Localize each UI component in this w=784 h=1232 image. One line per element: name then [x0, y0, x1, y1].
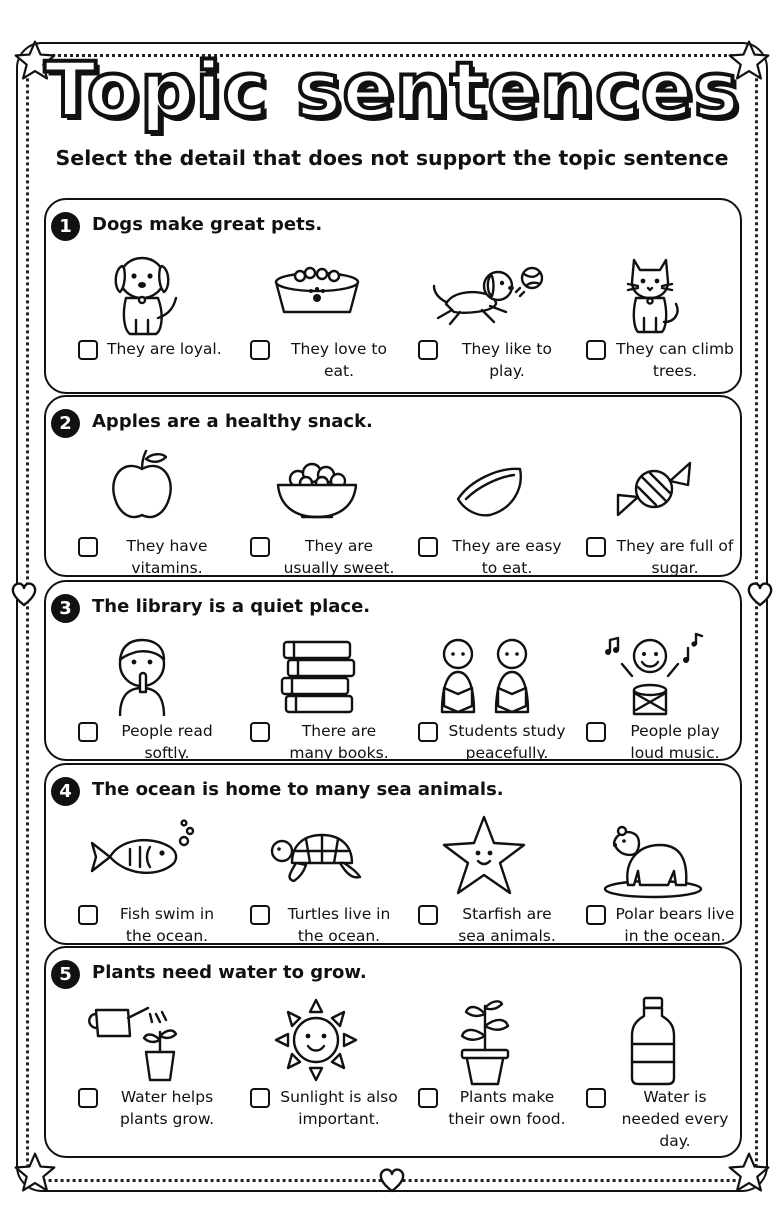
answer-checkbox[interactable]	[418, 1088, 438, 1108]
answer-checkbox[interactable]	[418, 722, 438, 742]
topic-sentence: The ocean is home to many sea animals.	[92, 779, 504, 800]
answer-checkbox[interactable]	[78, 537, 98, 557]
instructions: Select the detail that does not support the topic sentence	[55, 146, 729, 170]
option-label: Students study peacefully.	[448, 722, 566, 762]
option	[568, 242, 738, 392]
answer-checkbox[interactable]	[250, 1088, 270, 1108]
answer-checkbox[interactable]	[250, 722, 270, 742]
dog-icon	[80, 248, 210, 338]
option	[568, 807, 738, 943]
option	[400, 807, 570, 943]
option-label: Turtles live in the ocean.	[287, 905, 391, 945]
question-5	[44, 946, 742, 1158]
option	[232, 807, 402, 943]
topic-sentence: The library is a quiet place.	[92, 596, 371, 617]
option	[400, 624, 570, 762]
apple-slice-icon	[420, 445, 550, 535]
option-label: Fish swim in the ocean.	[119, 905, 215, 945]
question-number: 5	[51, 960, 80, 989]
question-4	[44, 763, 742, 945]
option	[232, 624, 402, 762]
option-label: Water is needed every day.	[621, 1088, 729, 1150]
option-label: They love to eat.	[291, 340, 387, 380]
topic-sentence: Apples are a healthy snack.	[92, 411, 373, 432]
answer-checkbox[interactable]	[250, 537, 270, 557]
question-number: 2	[51, 409, 80, 438]
option-label: They are full of sugar.	[616, 537, 734, 577]
option-label: Starfish are sea animals.	[458, 905, 556, 945]
topic-sentence: Plants need water to grow.	[92, 962, 367, 983]
option	[60, 439, 230, 575]
shushing-boy-icon	[80, 630, 210, 720]
answer-checkbox[interactable]	[78, 340, 98, 360]
heart-icon	[745, 580, 775, 608]
option-label: There are many books.	[289, 722, 389, 762]
option	[60, 242, 230, 392]
star-icon	[12, 1150, 58, 1196]
answer-checkbox[interactable]	[586, 905, 606, 925]
turtle-icon	[252, 813, 382, 903]
option	[400, 990, 570, 1156]
candy-icon	[588, 445, 718, 535]
answer-checkbox[interactable]	[586, 340, 606, 360]
option	[568, 624, 738, 762]
star-icon	[726, 1150, 772, 1196]
question-3	[44, 580, 742, 761]
heart-icon	[9, 580, 39, 608]
heart-icon	[377, 1166, 407, 1194]
option	[232, 242, 402, 392]
option-label: Plants make their own food.	[448, 1088, 566, 1128]
fruit-bowl-icon	[252, 445, 382, 535]
option	[60, 624, 230, 762]
question-1	[44, 198, 742, 394]
topic-sentence: Dogs make great pets.	[92, 214, 323, 235]
option-label: They are loyal.	[107, 340, 222, 358]
option	[568, 439, 738, 575]
option-label: People read softly.	[121, 722, 213, 762]
option	[60, 807, 230, 943]
option	[400, 242, 570, 392]
apple-icon	[80, 445, 210, 535]
option	[232, 990, 402, 1156]
watering-can-icon	[80, 996, 210, 1086]
running-dog-icon	[420, 248, 550, 338]
option	[60, 990, 230, 1156]
answer-checkbox[interactable]	[418, 537, 438, 557]
potted-plant-icon	[420, 996, 550, 1086]
answer-checkbox[interactable]	[586, 537, 606, 557]
answer-checkbox[interactable]	[78, 722, 98, 742]
answer-checkbox[interactable]	[418, 340, 438, 360]
option	[232, 439, 402, 575]
water-bottle-icon	[588, 996, 718, 1086]
option-label: Polar bears live in the ocean.	[615, 905, 735, 945]
option	[400, 439, 570, 575]
option-label: Water helps plants grow.	[119, 1088, 215, 1128]
question-number: 4	[51, 777, 80, 806]
answer-checkbox[interactable]	[586, 722, 606, 742]
reading-children-icon	[420, 630, 550, 720]
option-label: They have vitamins.	[126, 537, 208, 577]
answer-checkbox[interactable]	[78, 1088, 98, 1108]
question-number: 1	[51, 212, 80, 241]
sun-icon	[252, 996, 382, 1086]
cat-icon	[588, 248, 718, 338]
answer-checkbox[interactable]	[78, 905, 98, 925]
starfish-icon	[420, 813, 550, 903]
fish-icon	[80, 813, 210, 903]
question-number: 3	[51, 594, 80, 623]
polar-bear-icon	[588, 813, 718, 903]
dog-bowl-icon	[252, 248, 382, 338]
answer-checkbox[interactable]	[250, 905, 270, 925]
drummer-boy-icon	[588, 630, 718, 720]
answer-checkbox[interactable]	[250, 340, 270, 360]
answer-checkbox[interactable]	[418, 905, 438, 925]
answer-checkbox[interactable]	[586, 1088, 606, 1108]
option-label: People play loud music.	[630, 722, 720, 762]
option-label: They like to play.	[462, 340, 552, 380]
option-label: Sunlight is also important.	[280, 1088, 398, 1128]
option	[568, 990, 738, 1156]
question-2	[44, 395, 742, 577]
option-label: They are usually sweet.	[283, 537, 395, 577]
option-label: They can climb trees.	[616, 340, 734, 380]
page-title: Topic sentences	[44, 45, 740, 134]
option-label: They are easy to eat.	[452, 537, 562, 577]
book-stack-icon	[252, 630, 382, 720]
